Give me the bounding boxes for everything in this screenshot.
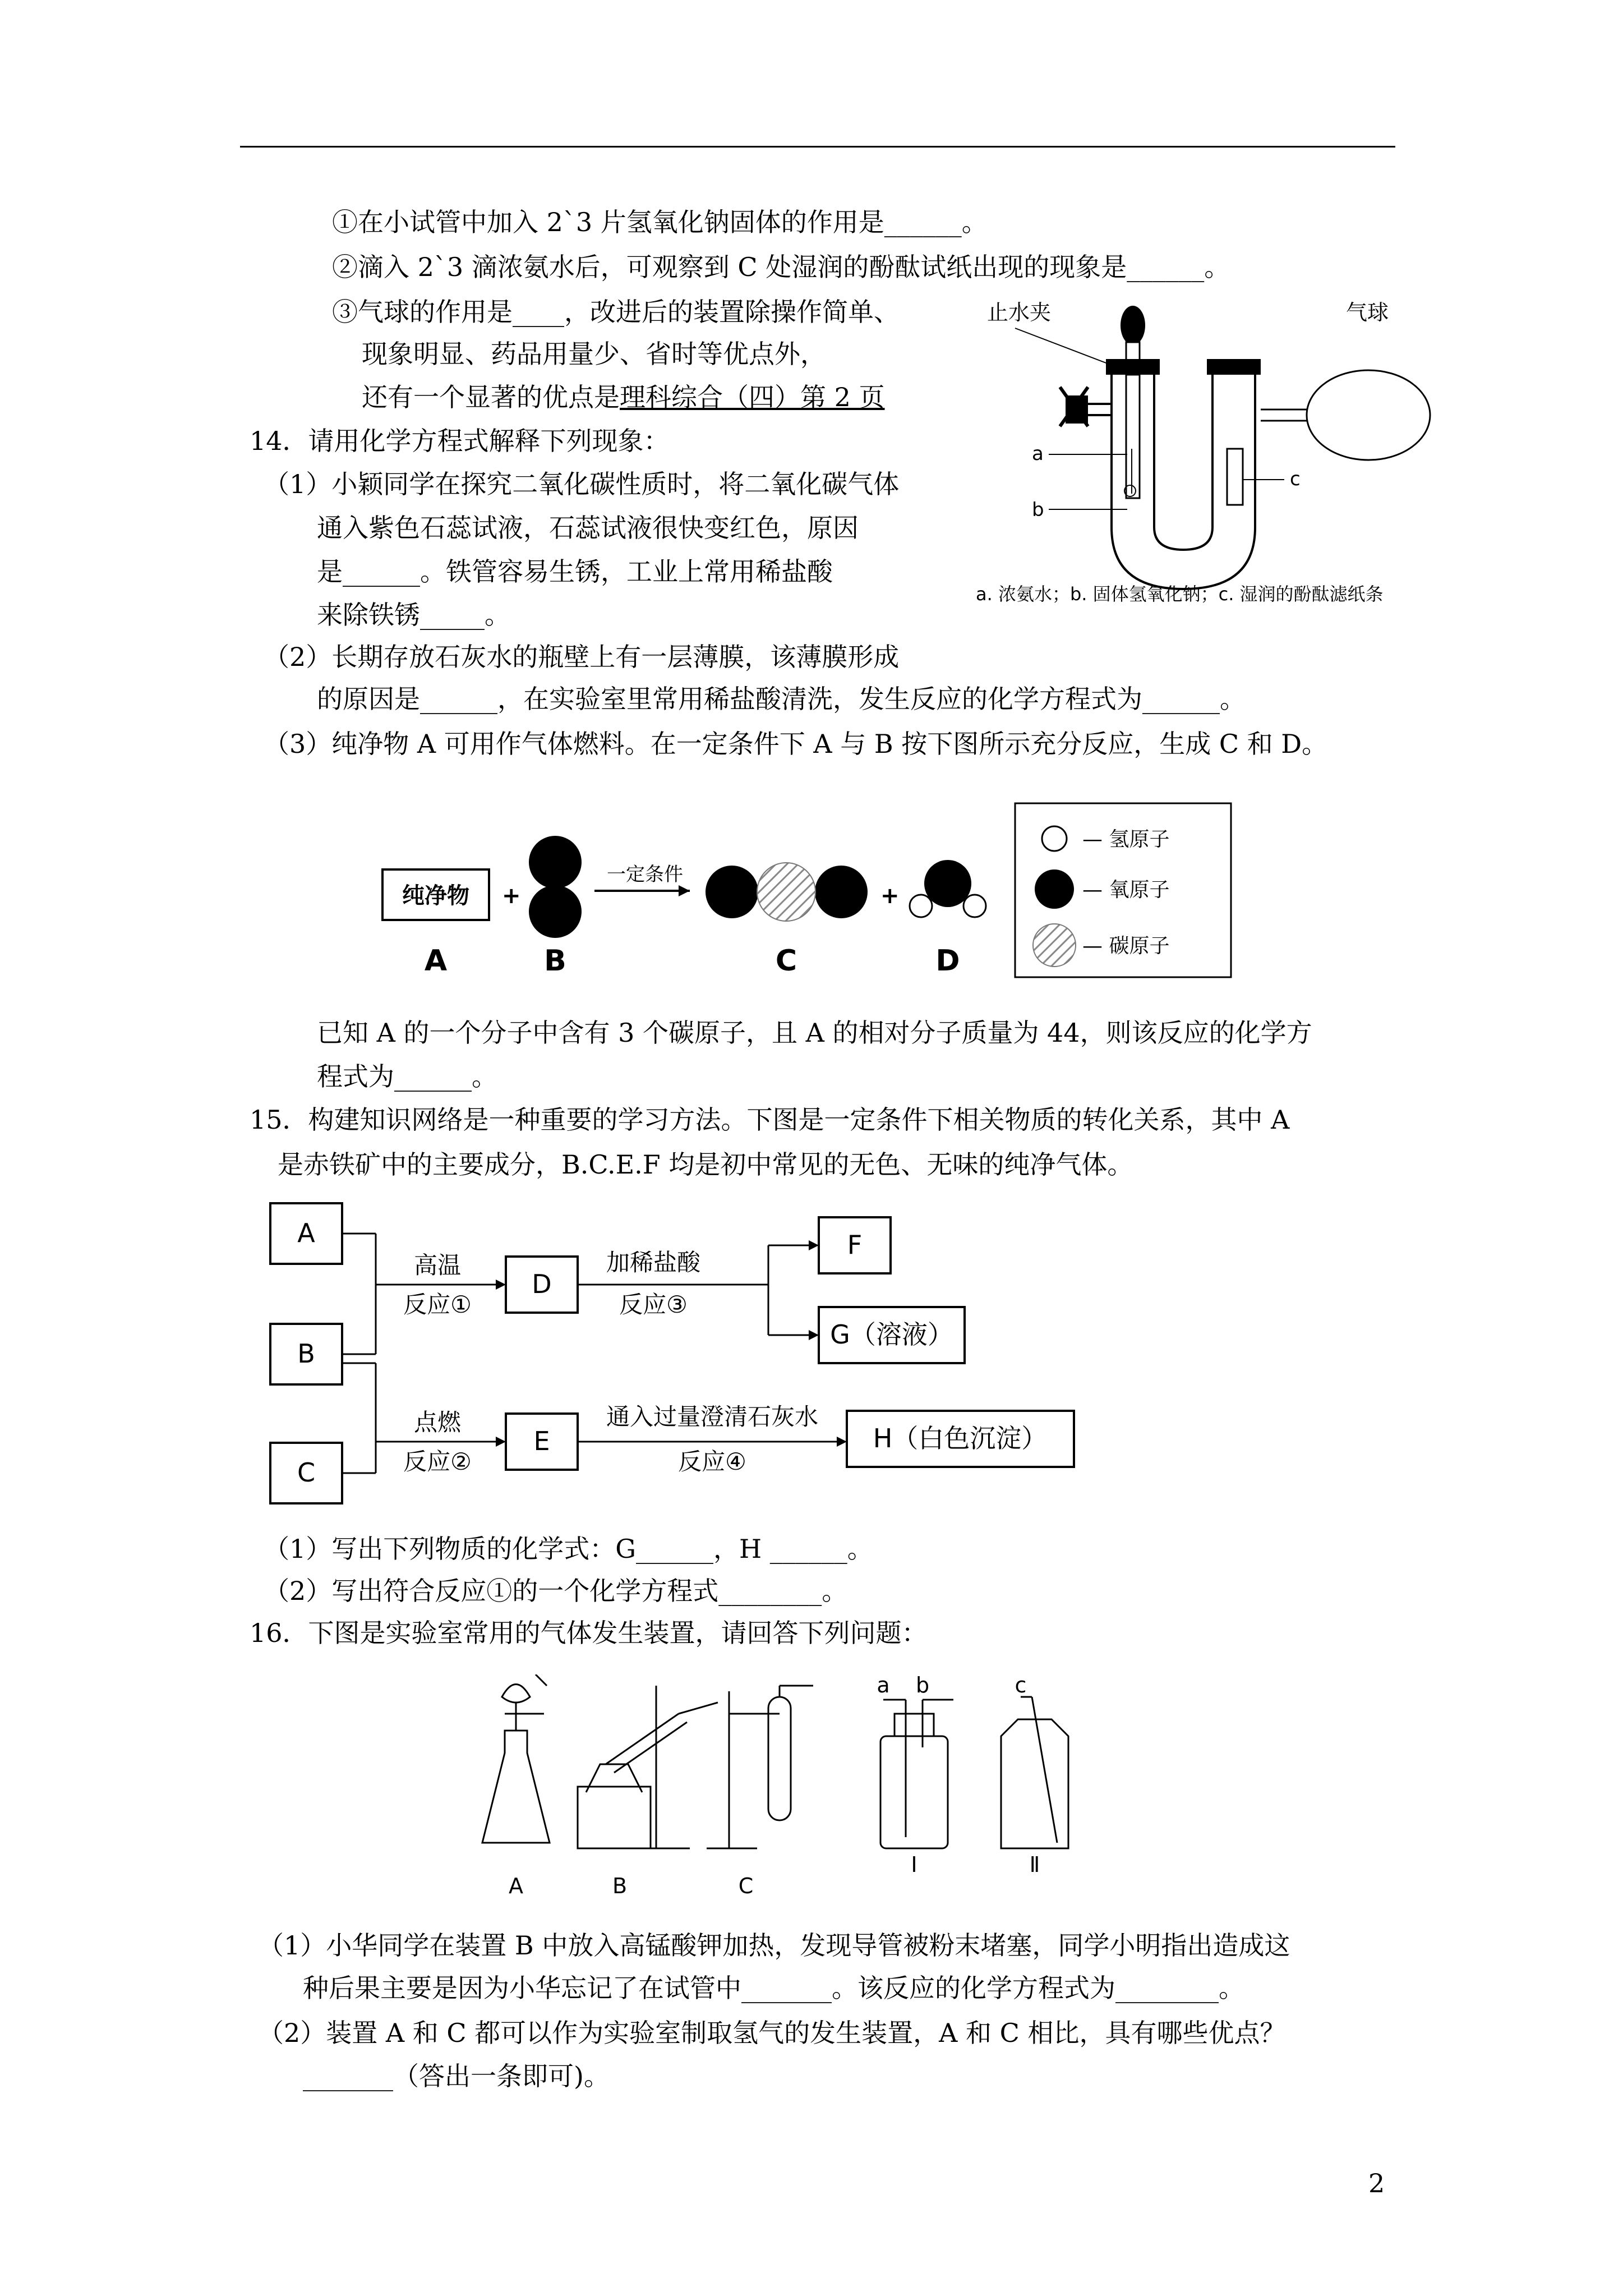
q15-line-2: 是赤铁矿中的主要成分，B.C.E.F 均是初中常见的无色、无味的纯净气体。 [278,1149,1133,1180]
node-a-label: A [297,1218,315,1248]
q15-sub-2: （2）写出符合反应①的一个化学方程式________。 [264,1576,848,1606]
node-d-label: D [532,1269,552,1299]
q14-p2-line-1: （2）长期存放石灰水的瓶壁上有一层薄膜，该薄膜形成 [264,642,900,672]
u-tube-apparatus-figure [976,286,1481,623]
apparatus-b [578,1686,718,1848]
q14-p1-line-2: 通入紫色石蕊试液，石蕊试液很快变红色，原因 [317,513,859,543]
q14-after-line-1: 已知 A 的一个分子中含有 3 个碳原子，且 A 的相对分子质量为 44，则该反应的化学方 [317,1018,1312,1048]
port-c-label: c [1015,1674,1027,1697]
label-c: c [1290,468,1301,490]
bottle-ii [1001,1697,1068,1848]
port-b-label: b [915,1674,930,1697]
q13-line-1: ①在小试管中加入 2`3 片氢氧化钠固体的作用是______。 [332,207,988,237]
hydrogen-atom [910,895,932,917]
hydrogen-legend-icon [1042,826,1067,851]
oxygen-atom [815,866,868,918]
apparatus-caption: a. 浓氨水；b. 固体氢氧化钠；c. 湿润的酚酞滤纸条 [976,583,1384,605]
balloon-icon [1307,370,1430,460]
reaction-2-condition: 点燃 [413,1409,462,1436]
reaction-4-condition: 通入过量澄清石灰水 [606,1403,819,1430]
page-number: 2 [1368,2168,1385,2198]
label-c: C [738,1874,754,1898]
oxygen-atom [529,836,582,889]
port-a-label: a [877,1674,890,1697]
reaction-2-label: 反应② [403,1448,472,1475]
apparatus-a [482,1674,550,1843]
q14-p3-line-1: （3）纯净物 A 可用作气体燃料。在一定条件下 A 与 B 按下图所示充分反应，生成 C 和 D。 [264,729,1328,759]
q14-p1-line-1: （1）小颖同学在探究二氧化碳性质时，将二氧化碳气体 [264,469,900,499]
q13-line-5 [362,377,885,414]
filter-paper-strip [1227,449,1243,505]
header-rule [240,146,1395,148]
label-b: B [544,944,566,978]
legend-carbon: — 碳原子 [1082,935,1170,958]
left-stopper [1106,359,1160,375]
plus-2: + [880,883,900,909]
node-e-label: E [533,1426,550,1456]
legend-hydrogen: — 氢原子 [1082,828,1170,851]
q14-after-line-2: 程式为______。 [317,1061,497,1092]
node-g-label: G（溶液） [830,1319,953,1350]
node-h-label: H（白色沉淀） [873,1423,1048,1453]
right-stopper [1207,359,1261,375]
label-a: a [1032,443,1044,465]
conversion-flowchart [264,1195,1082,1509]
reaction-1-condition: 高温 [413,1251,462,1279]
q13-line-4: 现象明显、药品用量少、省时等优点外， [362,339,826,369]
bottle-i [880,1700,953,1848]
q16-p1-line-1: （1）小华同学在装置 B 中放入高锰酸钾加热，发现导管被粉末堵塞，同学小明指出造成这 [258,1930,1290,1961]
label-a: A [509,1874,523,1898]
oxygen-atom [529,885,582,938]
q15-sub-1: （1）写出下列物质的化学式：G______，H ______。 [264,1534,873,1564]
reaction-1-label: 反应① [403,1291,472,1318]
q16-p2-line-2: _______（答出一条即可)。 [303,2061,610,2091]
label-d: D [935,944,960,978]
node-b-label: B [297,1338,315,1369]
clamp-label: 止水夹 [987,300,1052,325]
reaction-3-label: 反应③ [619,1291,688,1318]
q13-line-3: ③气球的作用是____，改进后的装置除操作简单、 [332,297,900,327]
q16-p1-line-2: 种后果主要是因为小华忘记了在试管中_______。该反应的化学方程式为________。 [303,1973,1244,2003]
q13-line-2: ②滴入 2`3 滴浓氨水后，可观察到 C 处湿润的酚酞试纸出现的现象是______。 [332,252,1230,282]
label-c: C [775,944,797,978]
q14-p1-line-4: 来除铁锈_____。 [317,600,510,630]
gas-generation-apparatus-figure [465,1674,1195,1910]
carbon-legend-icon [1033,924,1076,967]
q13-line-5-text: 还有一个显著的优点是 [362,382,620,412]
bottle-i-label: Ⅰ [911,1852,917,1877]
q14-title: 14．请用化学方程式解释下列现象： [250,426,670,456]
q13-page-footer: 理科综合（四）第 2 页 [620,382,885,412]
apparatus-c [707,1686,813,1848]
q15-line-1: 15．构建知识网络是一种重要的学习方法。下图是一定条件下相关物质的转化关系，其中 A [250,1105,1290,1135]
q16-title: 16．下图是实验室常用的气体发生装置，请回答下列问题： [250,1618,928,1648]
label-a: A [424,944,448,978]
label-b: B [612,1874,628,1898]
oxygen-atom [706,866,758,918]
bottle-ii-label: Ⅱ [1029,1852,1040,1877]
hydrogen-atom [963,895,986,917]
carbon-atom [757,863,815,921]
node-f-label: F [847,1230,863,1260]
dropper-bulb [1121,306,1145,345]
node-c-label: C [297,1457,316,1488]
oxygen-legend-icon [1035,869,1074,909]
label-b: b [1032,499,1044,521]
reaction-3-condition: 加稀盐酸 [606,1249,701,1276]
q14-p1-line-3: 是______。铁管容易生锈，工业上常用稀盐酸 [317,556,833,587]
pure-substance-label: 纯净物 [402,883,469,909]
plus-1: + [502,883,521,909]
balloon-label: 气球 [1346,300,1389,325]
molecule-reaction-figure [381,802,1234,987]
q16-p2-line-1: （2）装置 A 和 C 都可以作为实验室制取氢气的发生装置，A 和 C 相比，具有哪些优点？ [258,2018,1286,2048]
legend-oxygen: — 氧原子 [1082,878,1170,901]
condition-label: 一定条件 [607,863,683,886]
reaction-4-label: 反应④ [678,1448,746,1475]
q14-p2-line-2: 的原因是______，在实验室里常用稀盐酸清洗，发生反应的化学方程式为______。 [317,684,1246,714]
